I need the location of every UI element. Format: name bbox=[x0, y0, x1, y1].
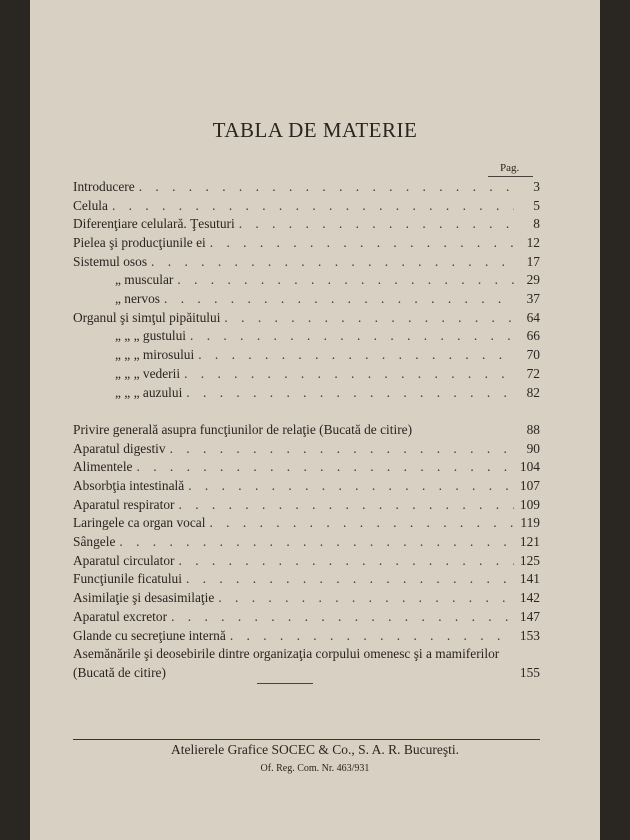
toc-entry-page: 109 bbox=[519, 496, 540, 512]
toc-entry-page: 155 bbox=[519, 664, 540, 680]
toc-entry bbox=[73, 290, 540, 309]
toc-entry-page: 104 bbox=[519, 459, 540, 475]
leader-dots bbox=[230, 627, 514, 646]
leader-dots bbox=[224, 309, 514, 328]
leader-dots bbox=[239, 215, 514, 234]
toc-entry bbox=[73, 533, 540, 552]
toc-entry-page: 70 bbox=[526, 347, 540, 363]
toc-entry bbox=[73, 496, 540, 515]
toc-entry-label: Aparatul respirator bbox=[73, 496, 175, 512]
toc-entry-page: 153 bbox=[519, 627, 540, 643]
toc-entry-label: Sistemul osos bbox=[73, 253, 148, 269]
toc-entry-label: Sângele bbox=[73, 534, 116, 550]
toc-entry-page: 37 bbox=[526, 291, 540, 307]
toc-entry-label: Privire generală asupra funcţiunilor de relaţie (Bucată de citire) bbox=[73, 421, 413, 437]
leader-dots bbox=[198, 346, 514, 365]
leader-dots bbox=[112, 197, 514, 216]
toc-entry bbox=[73, 402, 540, 439]
toc-entry bbox=[73, 589, 540, 608]
footer-rule bbox=[73, 739, 540, 740]
toc-entry bbox=[73, 271, 540, 290]
toc-entry-page: 5 bbox=[533, 197, 540, 213]
page-column-header: Pag. bbox=[500, 162, 520, 174]
toc-entry-page: 3 bbox=[533, 178, 540, 194]
leader-dots bbox=[139, 178, 514, 197]
toc-entry-label: Organul şi simţul pipăitului bbox=[73, 309, 221, 325]
registration-number: Of. Reg. Com. Nr. 463/931 bbox=[260, 763, 370, 774]
toc-entry bbox=[73, 309, 540, 328]
page-column-rule bbox=[488, 176, 533, 177]
toc-entry-label: Glande cu secreţiune internă bbox=[73, 627, 226, 643]
toc-entry-label: Asemănările şi deosebirile dintre organizaţia corpului omenesc şi a mamiferilor (Bucată de citire) bbox=[73, 646, 500, 680]
toc-entry bbox=[73, 346, 540, 365]
leader-dots bbox=[190, 327, 514, 346]
toc-entry-label: Alimentele bbox=[73, 459, 133, 475]
toc-entry bbox=[73, 197, 540, 216]
toc-entry bbox=[73, 215, 540, 234]
leader-dots bbox=[179, 552, 515, 571]
toc-entry-page: 12 bbox=[526, 235, 540, 251]
toc-entry-page: 66 bbox=[526, 328, 540, 344]
leader-dots bbox=[186, 384, 514, 403]
toc-entry bbox=[73, 608, 540, 627]
toc-entry-label: „ „ „ auzului bbox=[115, 384, 183, 400]
leader-dots bbox=[184, 365, 514, 384]
section-divider bbox=[257, 683, 313, 684]
toc-entry-page: 125 bbox=[519, 552, 540, 568]
toc-entry-label: Laringele ca organ vocal bbox=[73, 515, 206, 531]
leader-dots bbox=[119, 533, 514, 552]
toc-entry bbox=[73, 365, 540, 384]
leader-dots bbox=[218, 589, 514, 608]
toc-entry bbox=[73, 178, 540, 197]
toc-entry bbox=[73, 458, 540, 477]
leader-dots bbox=[209, 514, 514, 533]
toc-entry-page: 121 bbox=[519, 534, 540, 550]
leader-dots bbox=[164, 290, 514, 309]
toc-entry-label: „ „ „ gustului bbox=[115, 328, 187, 344]
toc-entry-page: 82 bbox=[526, 384, 540, 400]
toc-entry-label: Funcţiunile ficatului bbox=[73, 571, 182, 587]
toc-entry-label: „ nervos bbox=[115, 291, 160, 307]
toc-entry bbox=[73, 477, 540, 496]
book-page bbox=[30, 0, 600, 840]
toc-entry-page: 64 bbox=[526, 309, 540, 325]
toc-entry-label: Diferenţiare celulară. Ţesuturi bbox=[73, 216, 235, 232]
toc-entry bbox=[73, 645, 540, 682]
printer-imprint: Atelierele Grafice SOCEC & Co., S. A. R. Bucureşti. bbox=[171, 742, 459, 757]
toc-entry-label: „ „ „ mirosului bbox=[115, 347, 195, 363]
table-of-contents bbox=[73, 178, 540, 683]
toc-entry-page: 29 bbox=[526, 272, 540, 288]
toc-entry-label: Aparatul digestiv bbox=[73, 440, 166, 456]
toc-entry bbox=[73, 384, 540, 403]
toc-entry bbox=[73, 570, 540, 589]
toc-entry bbox=[73, 234, 540, 253]
toc-entry-page: 72 bbox=[526, 365, 540, 381]
leader-dots bbox=[186, 570, 514, 589]
toc-entry-page: 147 bbox=[519, 608, 540, 624]
toc-entry-label: Introducere bbox=[73, 178, 135, 194]
toc-entry-label: Celula bbox=[73, 197, 108, 213]
toc-entry-page: 107 bbox=[519, 478, 540, 493]
toc-entry-label: Asimilaţie şi desasimilaţie bbox=[73, 590, 215, 606]
toc-entry bbox=[73, 328, 540, 347]
toc-entry-page: 142 bbox=[519, 590, 540, 606]
leader-dots bbox=[151, 253, 514, 272]
leader-dots bbox=[170, 440, 514, 459]
toc-entry-page: 17 bbox=[526, 253, 540, 269]
toc-entry-page: 119 bbox=[520, 515, 540, 531]
toc-entry bbox=[73, 627, 540, 646]
leader-dots bbox=[179, 496, 514, 515]
toc-entry-page: 88 bbox=[526, 421, 540, 437]
toc-entry bbox=[73, 253, 540, 272]
toc-entry-label: Absorbţia intestinală bbox=[73, 478, 185, 493]
toc-entry-label: „ „ „ vederii bbox=[115, 365, 181, 381]
toc-entry bbox=[73, 514, 540, 533]
toc-entry bbox=[73, 552, 540, 571]
toc-entry-page: 90 bbox=[526, 440, 540, 456]
leader-dots bbox=[137, 458, 515, 477]
leader-dots bbox=[171, 608, 514, 627]
toc-entry-label: Aparatul excretor bbox=[73, 608, 168, 624]
toc-entry-label: Aparatul circulator bbox=[73, 552, 175, 568]
toc-entry bbox=[73, 440, 540, 459]
toc-entry-label: „ muscular bbox=[115, 272, 174, 288]
toc-entry-label: Pielea şi producţiunile ei bbox=[73, 235, 206, 251]
leader-dots bbox=[188, 477, 514, 496]
leader-dots bbox=[210, 234, 514, 253]
page-title: TABLA DE MATERIE bbox=[212, 118, 418, 142]
leader-dots bbox=[177, 271, 514, 290]
toc-entry-page: 141 bbox=[519, 571, 540, 587]
toc-entry-page: 8 bbox=[533, 216, 540, 232]
